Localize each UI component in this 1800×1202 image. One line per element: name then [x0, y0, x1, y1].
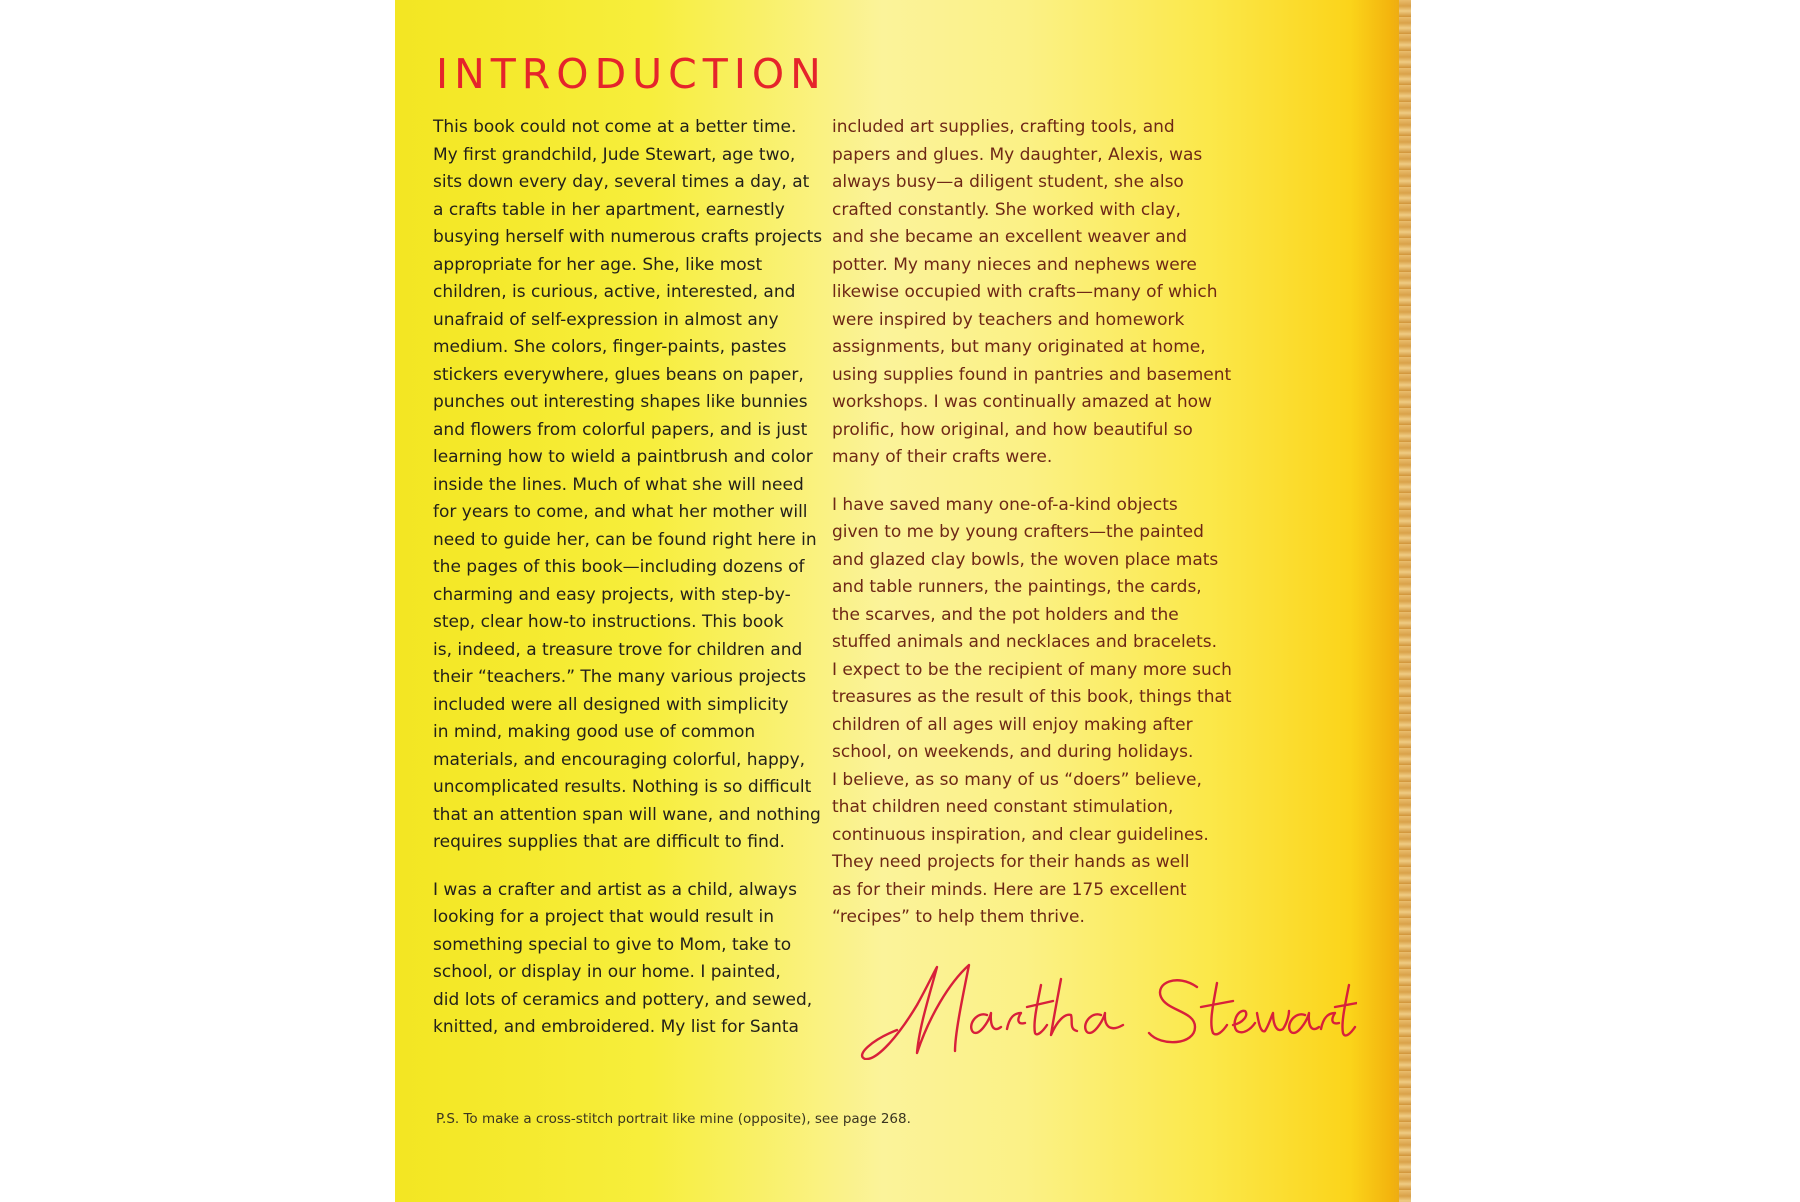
page-edge	[1399, 0, 1411, 1202]
left-paragraph-2: I was a crafter and artist as a child, always looking for a project that would result in something special to give to Mom, take to school, or display in our home. I painted, did lots of ceramics and pottery, and sewed, knitted, and embroidered. My list for Santa	[433, 879, 813, 1037]
page-title: INTRODUCTION	[436, 50, 827, 98]
signature-image	[857, 955, 1357, 1060]
right-paragraph-1: included art supplies, crafting tools, and papers and glues. My daughter, Alexis, was always busy—a diligent student, she also crafted constantly. She worked with clay, and she became an excellent weaver and potter. My many nieces and nephews were likewise occupied with crafts—many of which were inspired by teachers and homework assignments, but many originated at home, using supplies found in pantries and basement workshops. I was continually amazed at how prolific, how original, and how beautiful so many of their crafts were.	[832, 117, 1232, 467]
book-page	[395, 0, 1411, 1202]
postscript-note: P.S. To make a cross-stitch portrait like mine (opposite), see page 268.	[436, 1111, 911, 1127]
right-column	[832, 114, 1312, 952]
left-column	[433, 114, 873, 1062]
right-paragraph-2: I have saved many one-of-a-kind objects given to me by young crafters—the painted and glazed clay bowls, the woven place mats and table runners, the paintings, the cards, the scarves, and the pot holders and the stuffed animals and necklaces and bracelets. I expect to be the recipient of many more such treasures as the result of this book, things that children of all ages will enjoy making after school, on weekends, and during holidays. I believe, as so many of us “doers” believe, that children need constant stimulation, continuous inspiration, and clear guidelines. They need projects for their hands as well as for their minds. Here are 175 excellent “recipes” to help them thrive.	[832, 494, 1232, 927]
left-paragraph-1: This book could not come at a better time. My first grandchild, Jude Stewart, age two, sits down every day, several times a day, at a crafts table in her apartment, earnestly busying herself with numerous crafts projects appropriate for her age. She, like most children, is curious, active, interested, and unafraid of self-expression in almost any medium. She colors, finger-paints, pastes stickers everywhere, glues beans on paper, punches out interesting shapes like bunnies and flowers from colorful papers, and is just learning how to wield a paintbrush and color inside the lines. Much of what she will need for years to come, and what her mother will need to guide her, can be found right here in the pages of this book—including dozens of charming and easy projects, with step-by- step, clear how-to instructions. This book is, indeed, a treasure trove for children and their “teachers.” The many various projects included were all designed with simplicity in mind, making good use of common materials, and encouraging colorful, happy, uncomplicated results. Nothing is so difficult that an attention span will wane, and nothing requires supplies that are difficult to find.	[433, 117, 823, 852]
